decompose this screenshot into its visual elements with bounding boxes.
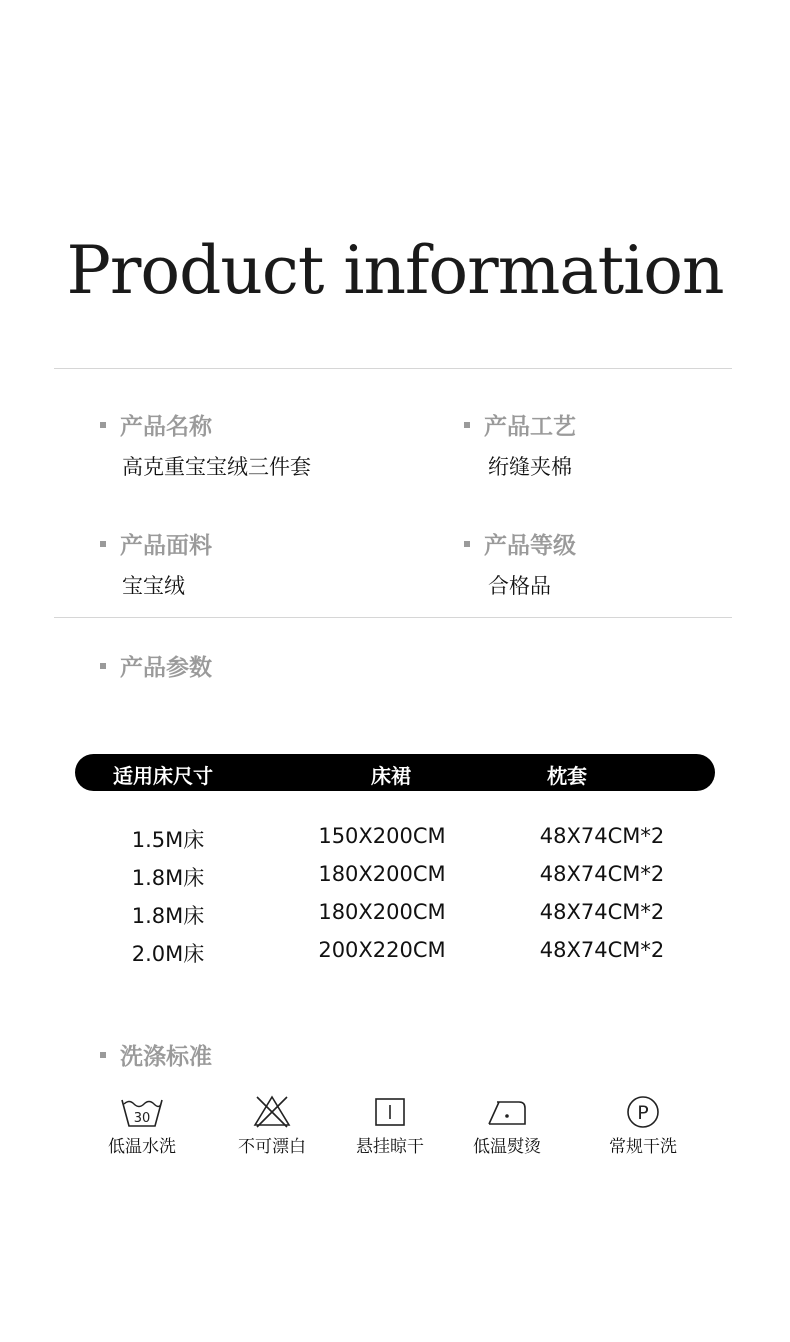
product-grade-value: 合格品 — [488, 574, 551, 598]
table-cell: 48X74CM*2 — [539, 862, 665, 886]
care-item-dry — [335, 1094, 445, 1157]
product-params-label: 产品参数 — [100, 649, 212, 682]
dry-clean-p-icon — [625, 1094, 661, 1128]
svg-text:P: P — [637, 1102, 649, 1124]
table-cell: 200X220CM — [318, 938, 446, 962]
care-item-iron — [452, 1094, 562, 1157]
care-item-bleach — [217, 1094, 327, 1157]
table-header-bar — [75, 754, 715, 791]
care-label-dryclean: 常规干洗 — [609, 1137, 677, 1157]
bullet-icon — [100, 422, 106, 428]
bullet-icon — [464, 541, 470, 547]
table-cell: 48X74CM*2 — [539, 938, 665, 962]
svg-text:30: 30 — [133, 1111, 151, 1126]
product-fabric-value: 宝宝绒 — [122, 574, 185, 598]
no-bleach-icon — [252, 1094, 292, 1128]
care-label-dry: 悬挂晾干 — [356, 1137, 424, 1157]
header-bed-skirt: 床裙 — [371, 764, 411, 788]
bullet-icon — [100, 541, 106, 547]
table-cell: 2.0M床 — [131, 942, 205, 966]
care-label-iron: 低温熨烫 — [473, 1137, 541, 1157]
table-cell: 1.5M床 — [131, 828, 205, 852]
table-cell: 180X200CM — [318, 900, 446, 924]
product-craft-label: 产品工艺 — [464, 408, 576, 441]
care-label: 洗涤标准 — [100, 1038, 212, 1071]
divider-top — [54, 368, 732, 369]
header-bed-size: 适用床尺寸 — [113, 764, 213, 788]
table-cell: 48X74CM*2 — [539, 824, 665, 848]
care-label-bleach: 不可漂白 — [238, 1137, 306, 1157]
low-iron-icon — [485, 1094, 529, 1128]
care-item-dryclean — [588, 1094, 698, 1157]
bullet-icon — [464, 422, 470, 428]
divider-middle — [54, 617, 732, 618]
care-item-wash — [87, 1094, 197, 1157]
wash-30-icon — [120, 1094, 164, 1128]
product-craft-value: 绗缝夹棉 — [488, 455, 572, 479]
bullet-icon — [100, 663, 106, 669]
table-cell: 1.8M床 — [131, 904, 205, 928]
header-pillowcase: 枕套 — [547, 764, 587, 788]
product-fabric-label: 产品面料 — [100, 527, 212, 560]
table-cell: 180X200CM — [318, 862, 446, 886]
hang-dry-icon — [373, 1094, 407, 1128]
product-name-label: 产品名称 — [100, 408, 212, 441]
bullet-icon — [100, 1052, 106, 1058]
table-cell: 48X74CM*2 — [539, 900, 665, 924]
product-grade-label: 产品等级 — [464, 527, 576, 560]
table-cell: 150X200CM — [318, 824, 446, 848]
care-label-wash: 低温水洗 — [108, 1137, 176, 1157]
product-name-value: 高克重宝宝绒三件套 — [122, 455, 311, 479]
page-title: Product information — [66, 232, 724, 309]
table-cell: 1.8M床 — [131, 866, 205, 890]
